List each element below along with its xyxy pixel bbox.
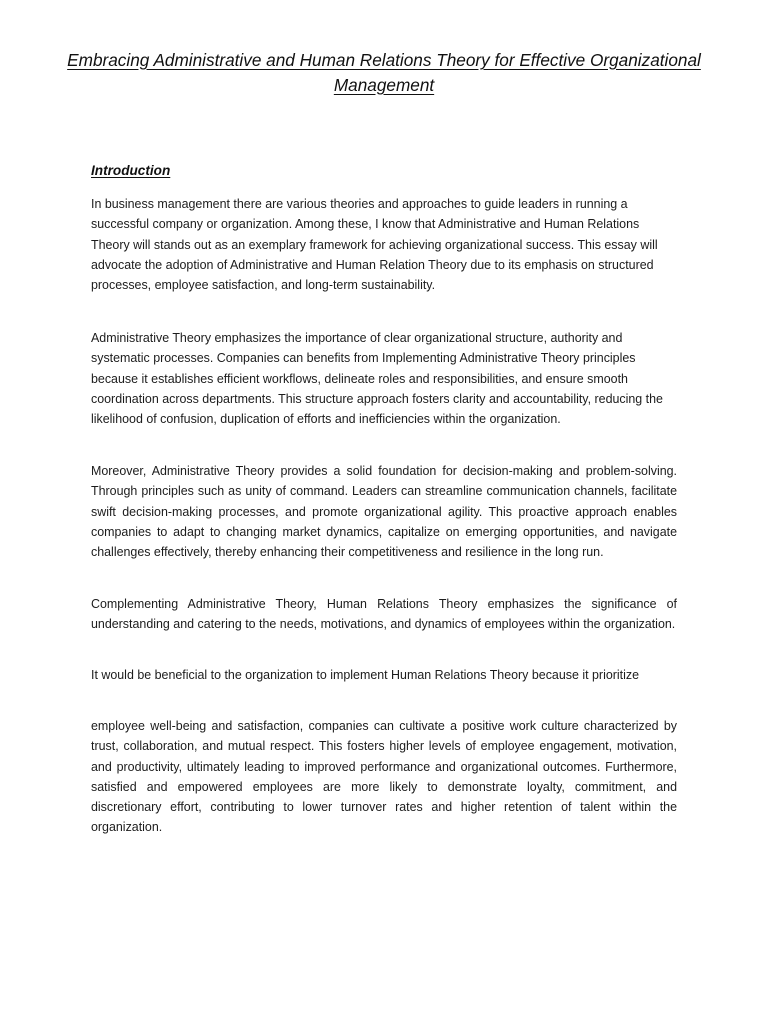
paragraph-3: Moreover, Administrative Theory provides a solid foundation for decision-making and problem-solving. Through principles such as unity of command. Leaders can streamline communication channels, facilitate swift decision-making processes, and promote organizational agility. This proactive approach enables companies to adapt to changing market dynamics, capitalize on emerging opportunities, and navigate challenges effectively, thereby enhancing their competitiveness and resilience in the long run.	[91, 464, 677, 560]
paragraph-4: Complementing Administrative Theory, Human Relations Theory emphasizes the significance of understanding and catering to the needs, motivations, and dynamics of employees within the organization.	[91, 597, 677, 632]
paragraph-2: Administrative Theory emphasizes the importance of clear organizational structure, authority and systematic processes. Companies can benefits from Implementing Administrative Theory principles because it establishes efficient workflows, delineate roles and responsibilities, and ensure smooth coordination across departments. This structure approach fosters clarity and accountability, reducing the likelihood of confusion, duplication of efforts and inefficiencies within the organization.	[91, 331, 663, 427]
document-title: Embracing Administrative and Human Relations Theory for Effective Organizational Management	[67, 50, 701, 95]
section-heading-introduction: Introduction	[91, 163, 171, 178]
paragraph-6: employee well-being and satisfaction, companies can cultivate a positive work culture characterized by trust, collaboration, and mutual respect. This fosters higher levels of employee engagement, motivation, and productivity, ultimately leading to improved performance and organizational outcomes. Furthermore, satisfied and empowered employees are more likely to demonstrate loyalty, commitment, and discretionary effort, contributing to lower turnover rates and higher retention of talent within the organization.	[91, 719, 677, 835]
paragraph-5: It would be beneficial to the organization to implement Human Relations Theory because it prioritize	[91, 668, 640, 682]
paragraph-1: In business management there are various theories and approaches to guide leaders in running a successful company or organization. Among these, I know that Administrative and Human Relations Theory will stands out as an exemplary framework for achieving organizational success. This essay will advocate the adoption of Administrative and Human Relation Theory due to its emphasis on structured processes, employee satisfaction, and long-term sustainability.	[91, 197, 658, 293]
